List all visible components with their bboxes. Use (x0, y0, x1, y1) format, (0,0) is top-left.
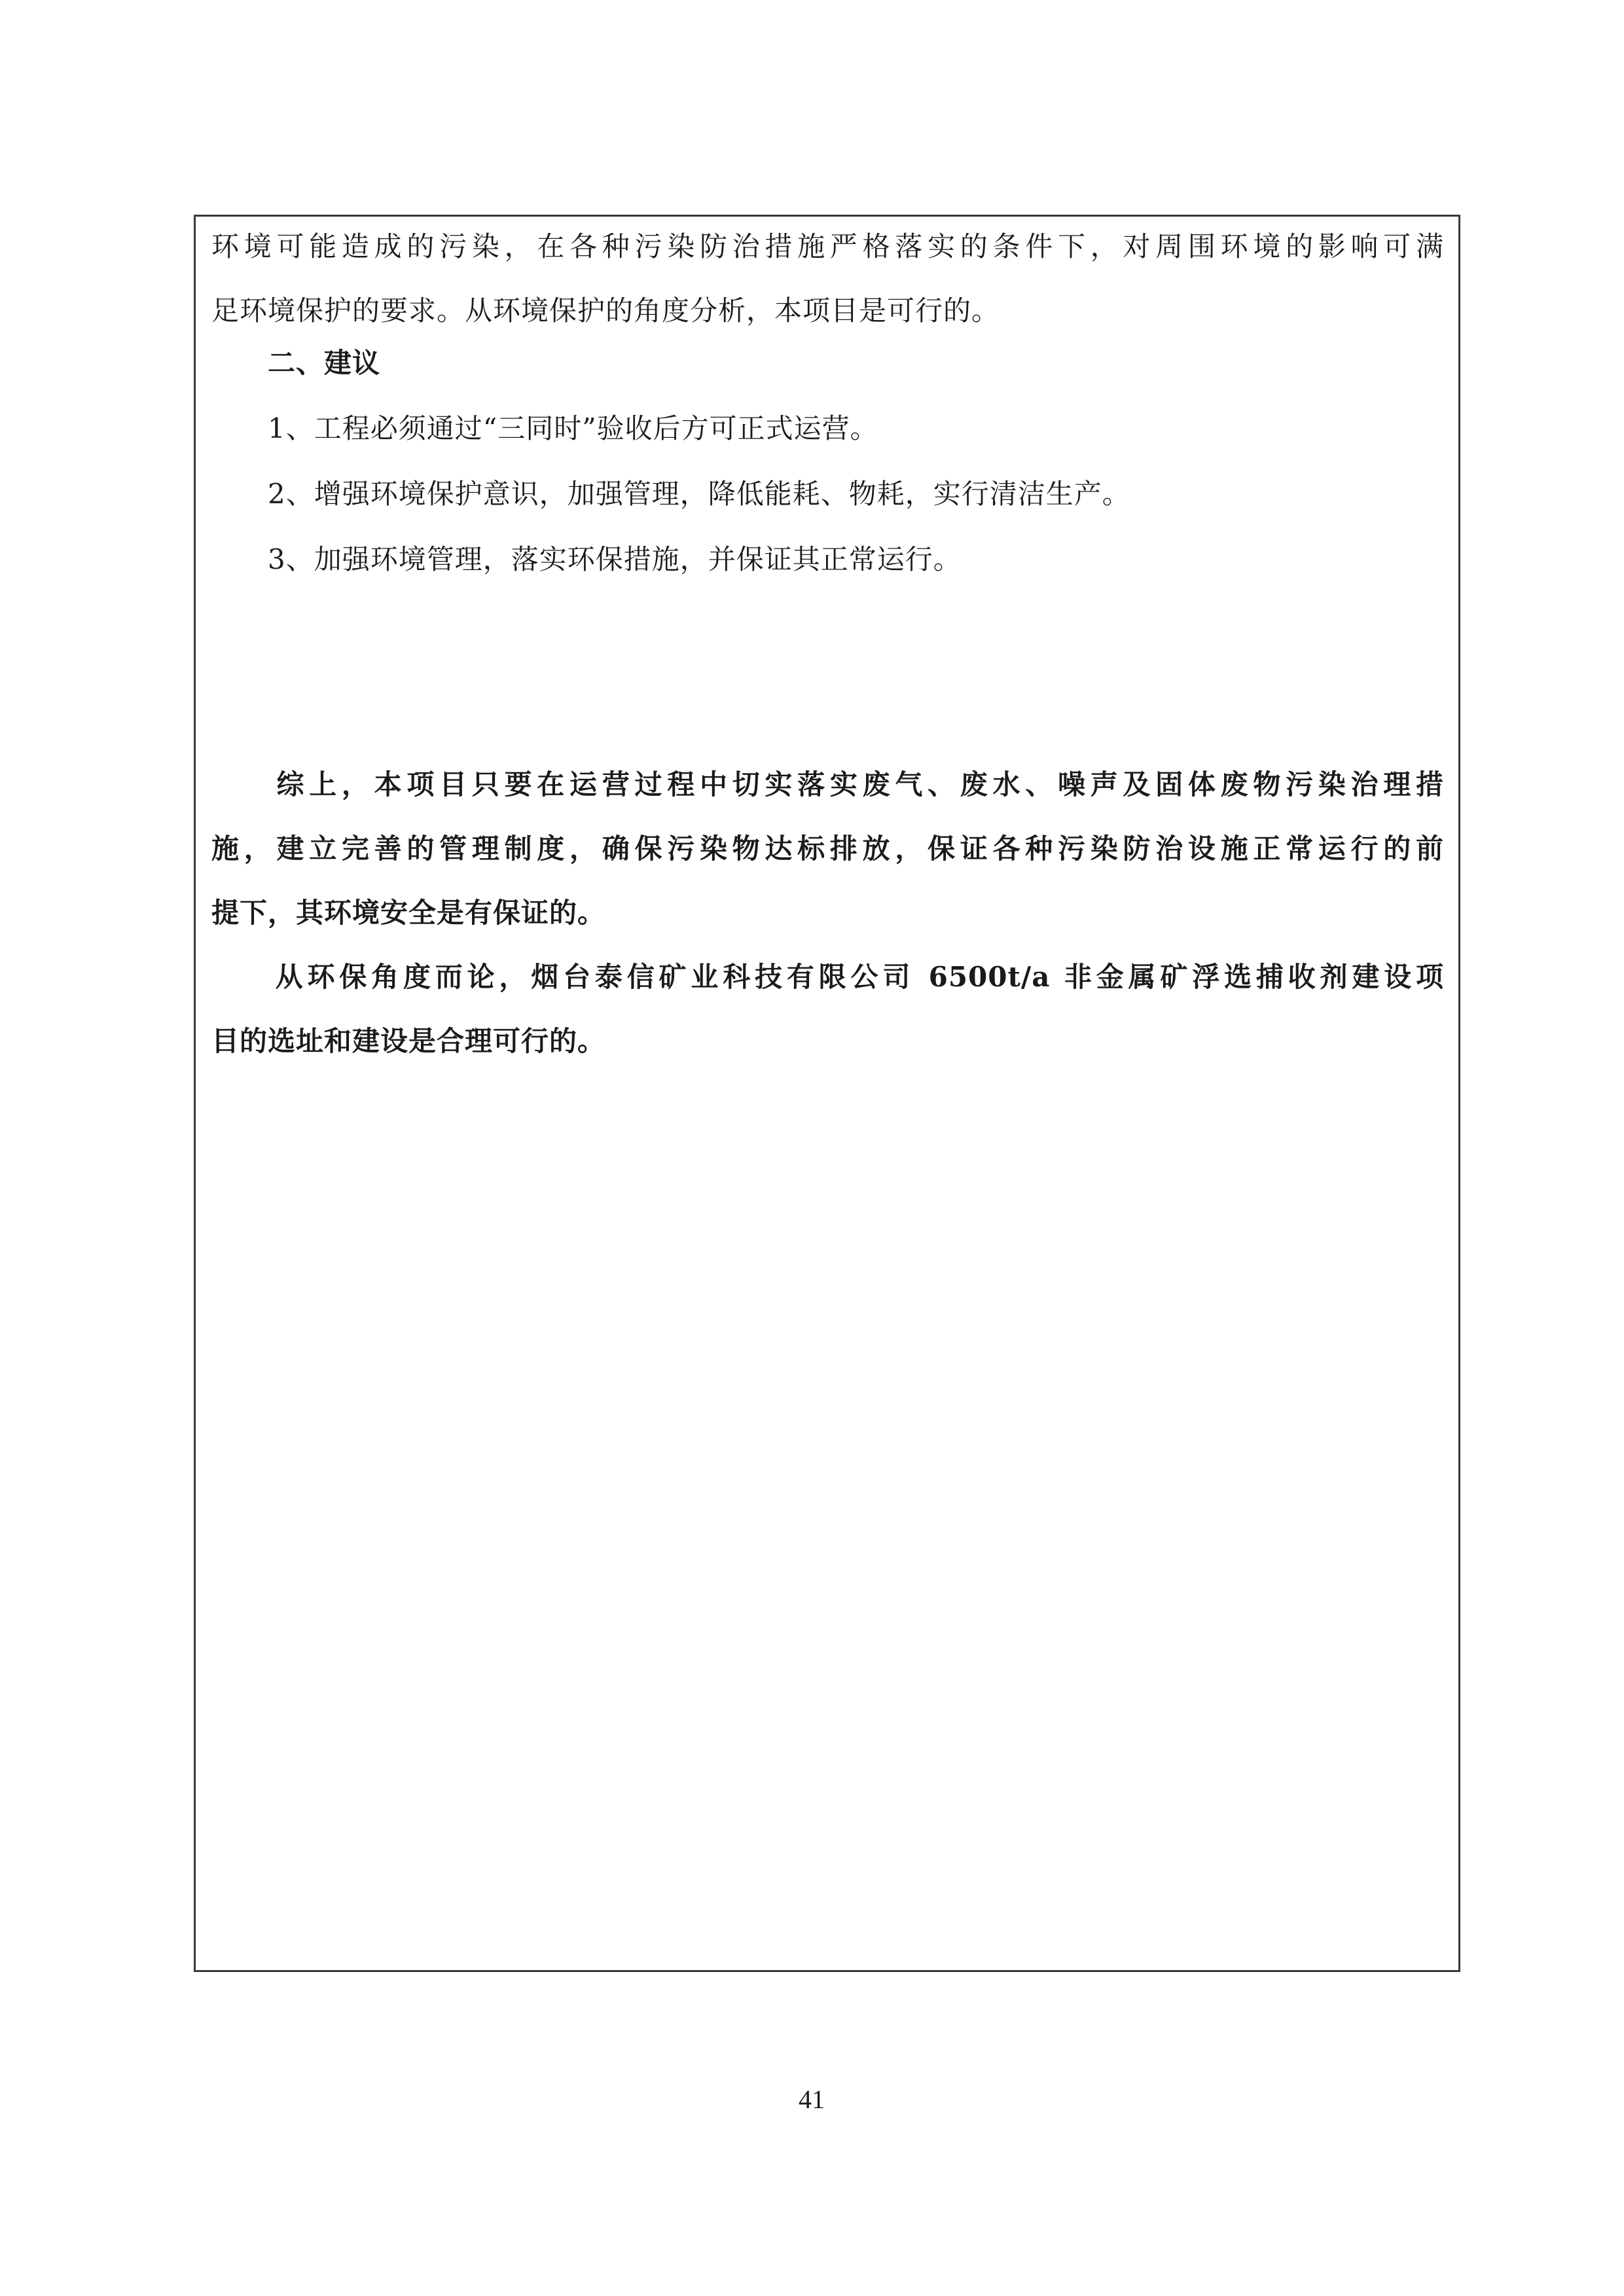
suggestion-item: 1、工程必须通过“三同时”验收后方可正式运营。 (211, 412, 878, 444)
suggestion-item: 3、加强环境管理，落实环保措施，并保证其正常运行。 (211, 543, 962, 575)
page-number: 41 (799, 2085, 825, 2114)
conclusion-line: 施，建立完善的管理制度，确保污染物达标排放，保证各种污染防治设施正常运行的前 (211, 833, 1444, 865)
conclusion-line: 从环保角度而论，烟台泰信矿业科技有限公司 6500t/a 非金属矿浮选捕收剂建设项 (211, 961, 1444, 993)
paragraph-line: 足环境保护的要求。从环境保护的角度分析，本项目是可行的。 (211, 295, 1000, 327)
section-heading: 二、建议 (211, 347, 381, 379)
conclusion-line: 提下，其环境安全是有保证的。 (211, 897, 606, 929)
suggestion-item: 2、增强环境保护意识，加强管理，降低能耗、物耗，实行清洁生产。 (211, 478, 1130, 510)
conclusion-line: 目的选址和建设是合理可行的。 (211, 1025, 606, 1057)
paragraph-line: 环境可能造成的污染，在各种污染防治措施严格落实的条件下，对周围环境的影响可满 (211, 230, 1444, 262)
conclusion-line: 综上，本项目只要在运营过程中切实落实废气、废水、噪声及固体废物污染治理措 (211, 768, 1444, 800)
content-box (194, 215, 1460, 1972)
